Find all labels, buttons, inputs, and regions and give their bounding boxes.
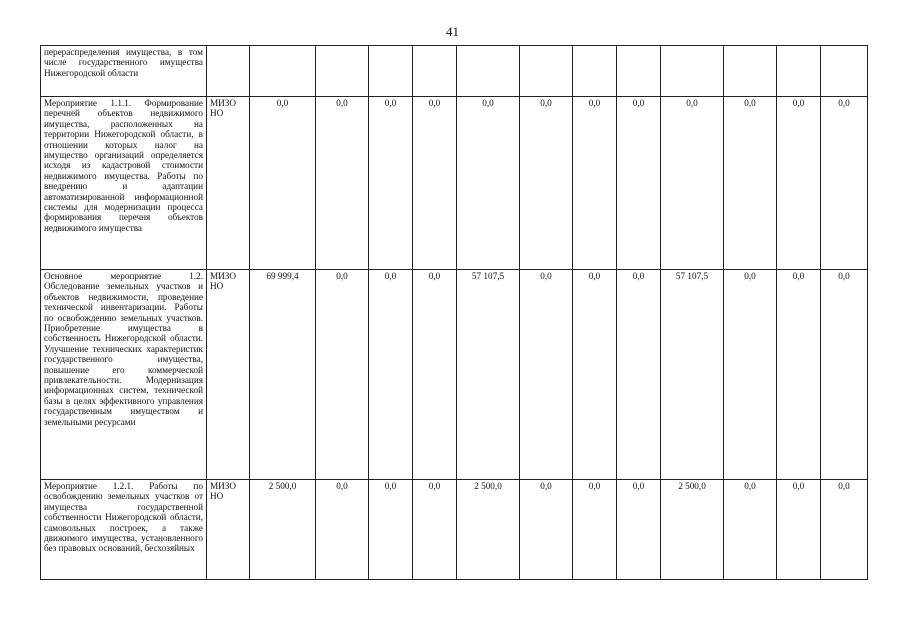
executor-cell: МИЗО НО: [207, 97, 250, 270]
value-cell: 2 500,0: [250, 480, 316, 580]
value-cell: 69 999,4: [250, 270, 316, 480]
value-cell: 0,0: [457, 97, 520, 270]
value-cell: 0,0: [520, 97, 573, 270]
value-cell: 0,0: [316, 480, 369, 580]
value-cell: [457, 46, 520, 97]
activity-name: перераспределения имущества, в том числе государственного имущества Нижегородской области: [44, 47, 203, 78]
value-cell: [777, 46, 821, 97]
value-cell: 0,0: [520, 270, 573, 480]
value-cell: 0,0: [777, 480, 821, 580]
activity-name-cell: [41, 46, 207, 97]
page-number: 41: [446, 24, 459, 39]
value-cell: 0,0: [369, 97, 413, 270]
value-cell: 0,0: [413, 270, 457, 480]
value-cell: 0,0: [724, 480, 777, 580]
value-cell: 0,0: [821, 270, 868, 480]
value-cell: 0,0: [413, 97, 457, 270]
value-cell: 0,0: [617, 97, 661, 270]
value-cell: 0,0: [821, 97, 868, 270]
value-cell: 0,0: [777, 270, 821, 480]
value-cell: 2 500,0: [457, 480, 520, 580]
value-cell: [661, 46, 724, 97]
value-cell: 57 107,5: [457, 270, 520, 480]
activity-name-cell: [41, 480, 207, 580]
value-cell: [413, 46, 457, 97]
table-row: [41, 480, 868, 580]
value-cell: 0,0: [369, 480, 413, 580]
value-cell: 0,0: [316, 270, 369, 480]
value-cell: 0,0: [520, 480, 573, 580]
value-cell: [821, 46, 868, 97]
value-cell: [250, 46, 316, 97]
value-cell: [724, 46, 777, 97]
value-cell: 0,0: [821, 480, 868, 580]
value-cell: 0,0: [316, 97, 369, 270]
value-cell: 0,0: [617, 480, 661, 580]
executor-cell: [207, 46, 250, 97]
value-cell: [316, 46, 369, 97]
value-cell: 2 500,0: [661, 480, 724, 580]
value-cell: 0,0: [573, 97, 617, 270]
value-cell: [617, 46, 661, 97]
table-row: [41, 46, 868, 97]
activity-name: Мероприятие 1.2.1. Работы по освобождению земельных участков от имущества государственной собственности Нижегородской области, самовольных построек, а также движимого имущества, установленного без правовых оснований, бесхозяйных: [44, 481, 203, 554]
executor-cell: МИЗО НО: [207, 270, 250, 480]
table-row: [41, 270, 868, 480]
value-cell: 57 107,5: [661, 270, 724, 480]
value-cell: [369, 46, 413, 97]
value-cell: 0,0: [617, 270, 661, 480]
value-cell: 0,0: [777, 97, 821, 270]
value-cell: 0,0: [250, 97, 316, 270]
value-cell: 0,0: [413, 480, 457, 580]
value-cell: 0,0: [369, 270, 413, 480]
value-cell: 0,0: [724, 270, 777, 480]
budget-table: [40, 45, 868, 580]
executor-cell: МИЗО НО: [207, 480, 250, 580]
activity-name-cell: [41, 97, 207, 270]
value-cell: 0,0: [573, 480, 617, 580]
value-cell: 0,0: [573, 270, 617, 480]
value-cell: 0,0: [724, 97, 777, 270]
activity-name: Основное мероприятие 1.2. Обследование земельных участков и объектов недвижимости, проведение технической инвентаризации. Работы по освобождению земельных участков. Приобретение имущества в собственность Нижегородской области. Улучшение технических характеристик государственного имущества, повышение его коммерческой привлекательности. Модернизация информационных систем, технической базы в целях эффективного управления государственным имуществом и земельными ресурсами: [44, 271, 203, 427]
value-cell: [573, 46, 617, 97]
activity-name: Мероприятие 1.1.1. Формирование перечней объектов недвижимого имущества, расположенных на территории Нижегородской области, в отношении которых налог на имущество организаций определяется исходя из кадастровой стоимости недвижимого имущества. Работы по внедрению и адаптации автоматизированной информационной системы для модернизации процесса формирования перечня объектов недвижимого имущества: [44, 98, 203, 233]
activity-name-cell: [41, 270, 207, 480]
value-cell: 0,0: [661, 97, 724, 270]
value-cell: [520, 46, 573, 97]
table-row: [41, 97, 868, 270]
